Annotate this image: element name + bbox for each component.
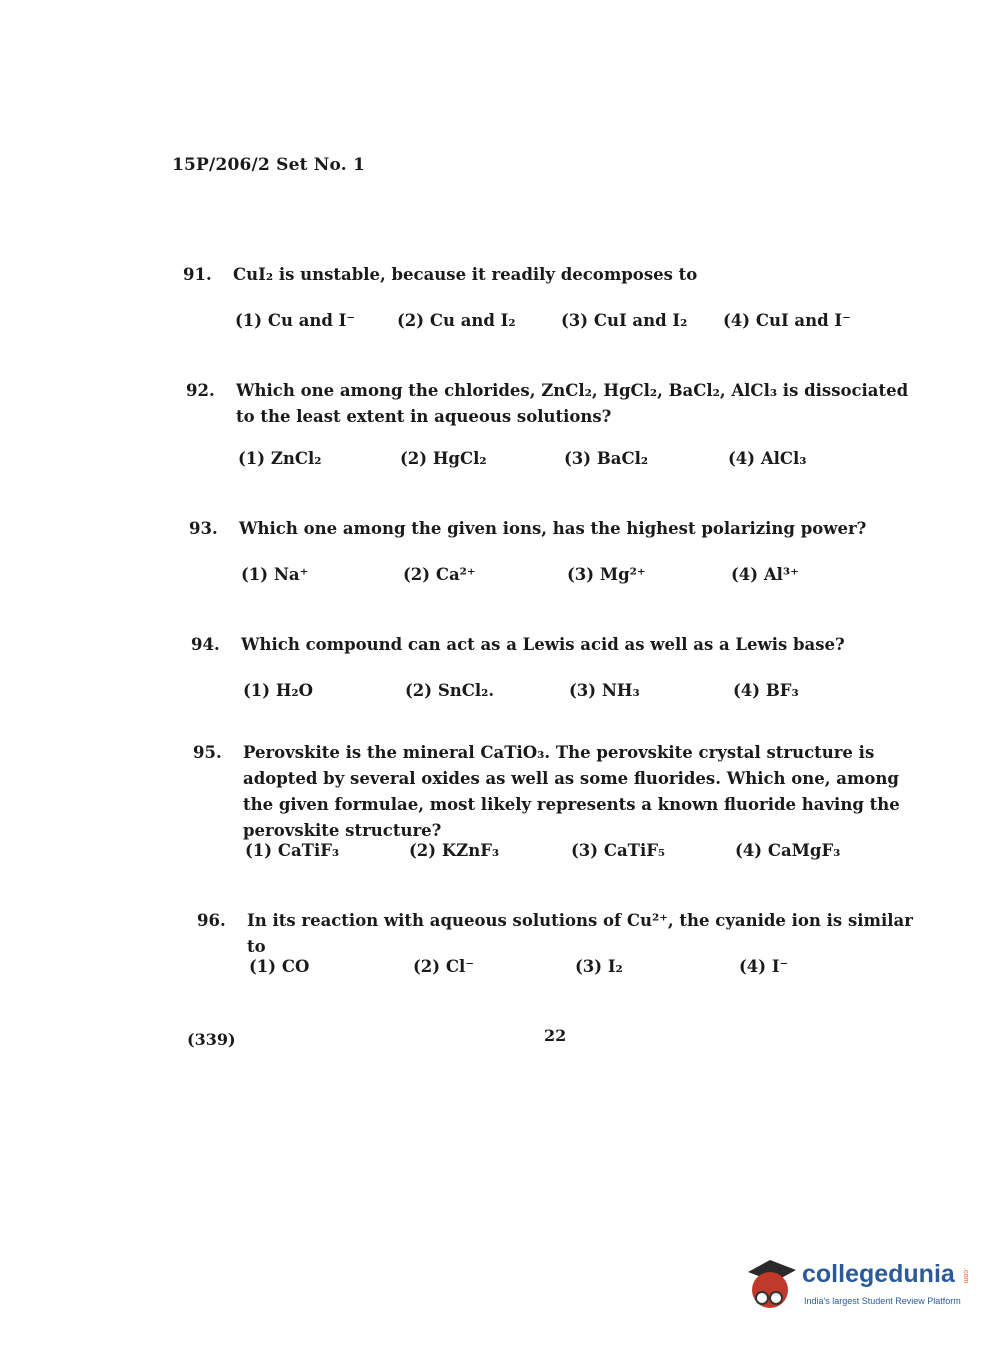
collegedunia-logo <box>740 1254 970 1314</box>
option-4: (4) Al³⁺ <box>731 565 799 584</box>
question-95 <box>193 740 923 870</box>
question-number: 94. <box>191 635 220 654</box>
page-header: 15P/206/2 Set No. 1 <box>172 155 365 175</box>
question-text: Perovskite is the mineral CaTiO₃. The perovskite crystal structure is adopted by several oxides as well as some fluorides. Which one, among the given formulae, most likely represents a known fluoride having the perovskite structure? <box>243 743 900 840</box>
question-94 <box>191 632 921 712</box>
question-93 <box>189 516 919 596</box>
question-number: 95. <box>193 743 222 762</box>
option-2: (2) Cl⁻ <box>413 957 474 976</box>
page-number: 22 <box>544 1026 567 1045</box>
option-3: (3) NH₃ <box>569 681 640 700</box>
option-2: (2) KZnF₃ <box>409 841 500 860</box>
option-1: (1) ZnCl₂ <box>238 449 322 468</box>
option-3: (3) BaCl₂ <box>564 449 649 468</box>
question-number: 96. <box>197 911 226 930</box>
question-92 <box>186 378 916 478</box>
option-3: (3) CaTiF₅ <box>571 841 666 860</box>
option-2: (2) SnCl₂. <box>405 681 495 700</box>
question-number: 92. <box>186 381 215 400</box>
option-1: (1) CO <box>249 957 310 976</box>
option-2: (2) HgCl₂ <box>400 449 487 468</box>
option-2: (2) Cu and I₂ <box>397 311 516 330</box>
question-text: Which one among the chlorides, ZnCl₂, HgCl₂, BaCl₂, AlCl₃ is dissociated to the least extent in aqueous solutions? <box>236 381 909 426</box>
question-text: In its reaction with aqueous solutions of Cu²⁺, the cyanide ion is similar to <box>247 911 913 956</box>
question-number: 93. <box>189 519 218 538</box>
question-text: CuI₂ is unstable, because it readily decomposes to <box>233 265 698 284</box>
mascot-icon <box>740 1254 800 1314</box>
option-3: (3) CuI and I₂ <box>561 311 688 330</box>
option-3: (3) Mg²⁺ <box>567 565 646 584</box>
option-1: (1) Na⁺ <box>241 565 309 584</box>
option-1: (1) CaTiF₃ <box>245 841 340 860</box>
question-text: Which compound can act as a Lewis acid as well as a Lewis base? <box>241 635 845 654</box>
option-4: (4) BF₃ <box>733 681 799 700</box>
option-4: (4) I⁻ <box>739 957 789 976</box>
question-text: Which one among the given ions, has the highest polarizing power? <box>239 519 867 538</box>
option-4: (4) AlCl₃ <box>728 449 807 468</box>
option-3: (3) I₂ <box>575 957 623 976</box>
paper-code: (339) <box>187 1030 236 1049</box>
question-number: 91. <box>183 265 212 284</box>
option-4: (4) CaMgF₃ <box>735 841 841 860</box>
option-2: (2) Ca²⁺ <box>403 565 476 584</box>
option-1: (1) H₂O <box>243 681 314 700</box>
question-96 <box>197 908 927 988</box>
option-4: (4) CuI and I⁻ <box>723 311 851 330</box>
logo-wordmark: collegedunia <box>802 1260 955 1288</box>
question-91 <box>183 262 913 342</box>
logo-suffix: .com <box>962 1268 969 1284</box>
logo-tagline: India's largest Student Review Platform <box>804 1296 961 1306</box>
option-1: (1) Cu and I⁻ <box>235 311 356 330</box>
